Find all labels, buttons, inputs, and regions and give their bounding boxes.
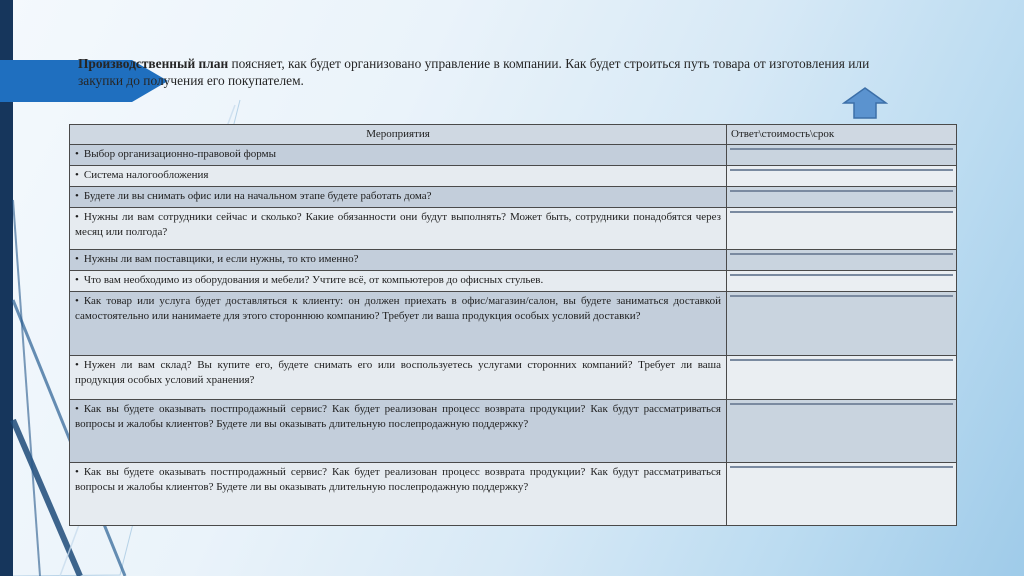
answer-cell[interactable] (727, 250, 957, 271)
answer-cell[interactable] (727, 292, 957, 356)
table-row-text: • Как вы будете оказывать постпродажный сервис? Как будет реализован процесс возврата продукции? Как будут рассматриваться вопросы и жалобы клиентов? Будете ли вы оказывать длительную послепродажную поддержку? (70, 400, 727, 463)
table-row-text: • Как вы будете оказывать постпродажный сервис? Как будет реализован процесс возврата продукции? Как будут рассматриваться вопросы и жалобы клиентов? Будете ли вы оказывать длительную послепродажную поддержку? (70, 463, 727, 526)
up-arrow-icon[interactable] (842, 86, 888, 120)
table-row-text: • Система налогообложения (70, 166, 727, 187)
answer-cell[interactable] (727, 145, 957, 166)
heading-text: поясняет, как будет организовано управление в компании. Как будет строиться путь товара от изготовления или закупки до получения его покупателем. (78, 56, 870, 88)
column-header-activities: Мероприятия (70, 125, 727, 145)
table-row-text: • Будете ли вы снимать офис или на начальном этапе будете работать дома? (70, 187, 727, 208)
answer-cell[interactable] (727, 208, 957, 250)
production-plan-table (69, 124, 957, 526)
answer-cell[interactable] (727, 187, 957, 208)
column-header-answer: Ответ\стоимость\срок (727, 125, 957, 145)
table-row-text: • Что вам необходимо из оборудования и мебели? Учтите всё, от компьютеров до офисных стульев. (70, 271, 727, 292)
table-row-text: • Выбор организационно-правовой формы (70, 145, 727, 166)
table-row-text: • Нужен ли вам склад? Вы купите его, будете снимать его или воспользуетесь услугами сторонних компаний? Требует ли ваша продукция особых условий хранения? (70, 356, 727, 400)
answer-cell[interactable] (727, 400, 957, 463)
answer-cell[interactable] (727, 271, 957, 292)
answer-cell[interactable] (727, 463, 957, 526)
heading-bold: Производственный план (78, 56, 229, 71)
slide-heading (78, 55, 888, 89)
answer-cell[interactable] (727, 356, 957, 400)
table-row-text: • Как товар или услуга будет доставляться к клиенту: он должен приехать в офис/магазин/салон, вы будете заниматься доставкой самостоятельно или нанимаете для этого стороннюю компанию? Требует ли ваша продукция особых условий доставки? (70, 292, 727, 356)
table-row-text: • Нужны ли вам поставщики, и если нужны, то кто именно? (70, 250, 727, 271)
table-row-text: • Нужны ли вам сотрудники сейчас и сколько? Какие обязанности они будут выполнять? Может быть, сотрудники понадобятся через месяц или полгода? (70, 208, 727, 250)
answer-cell[interactable] (727, 166, 957, 187)
